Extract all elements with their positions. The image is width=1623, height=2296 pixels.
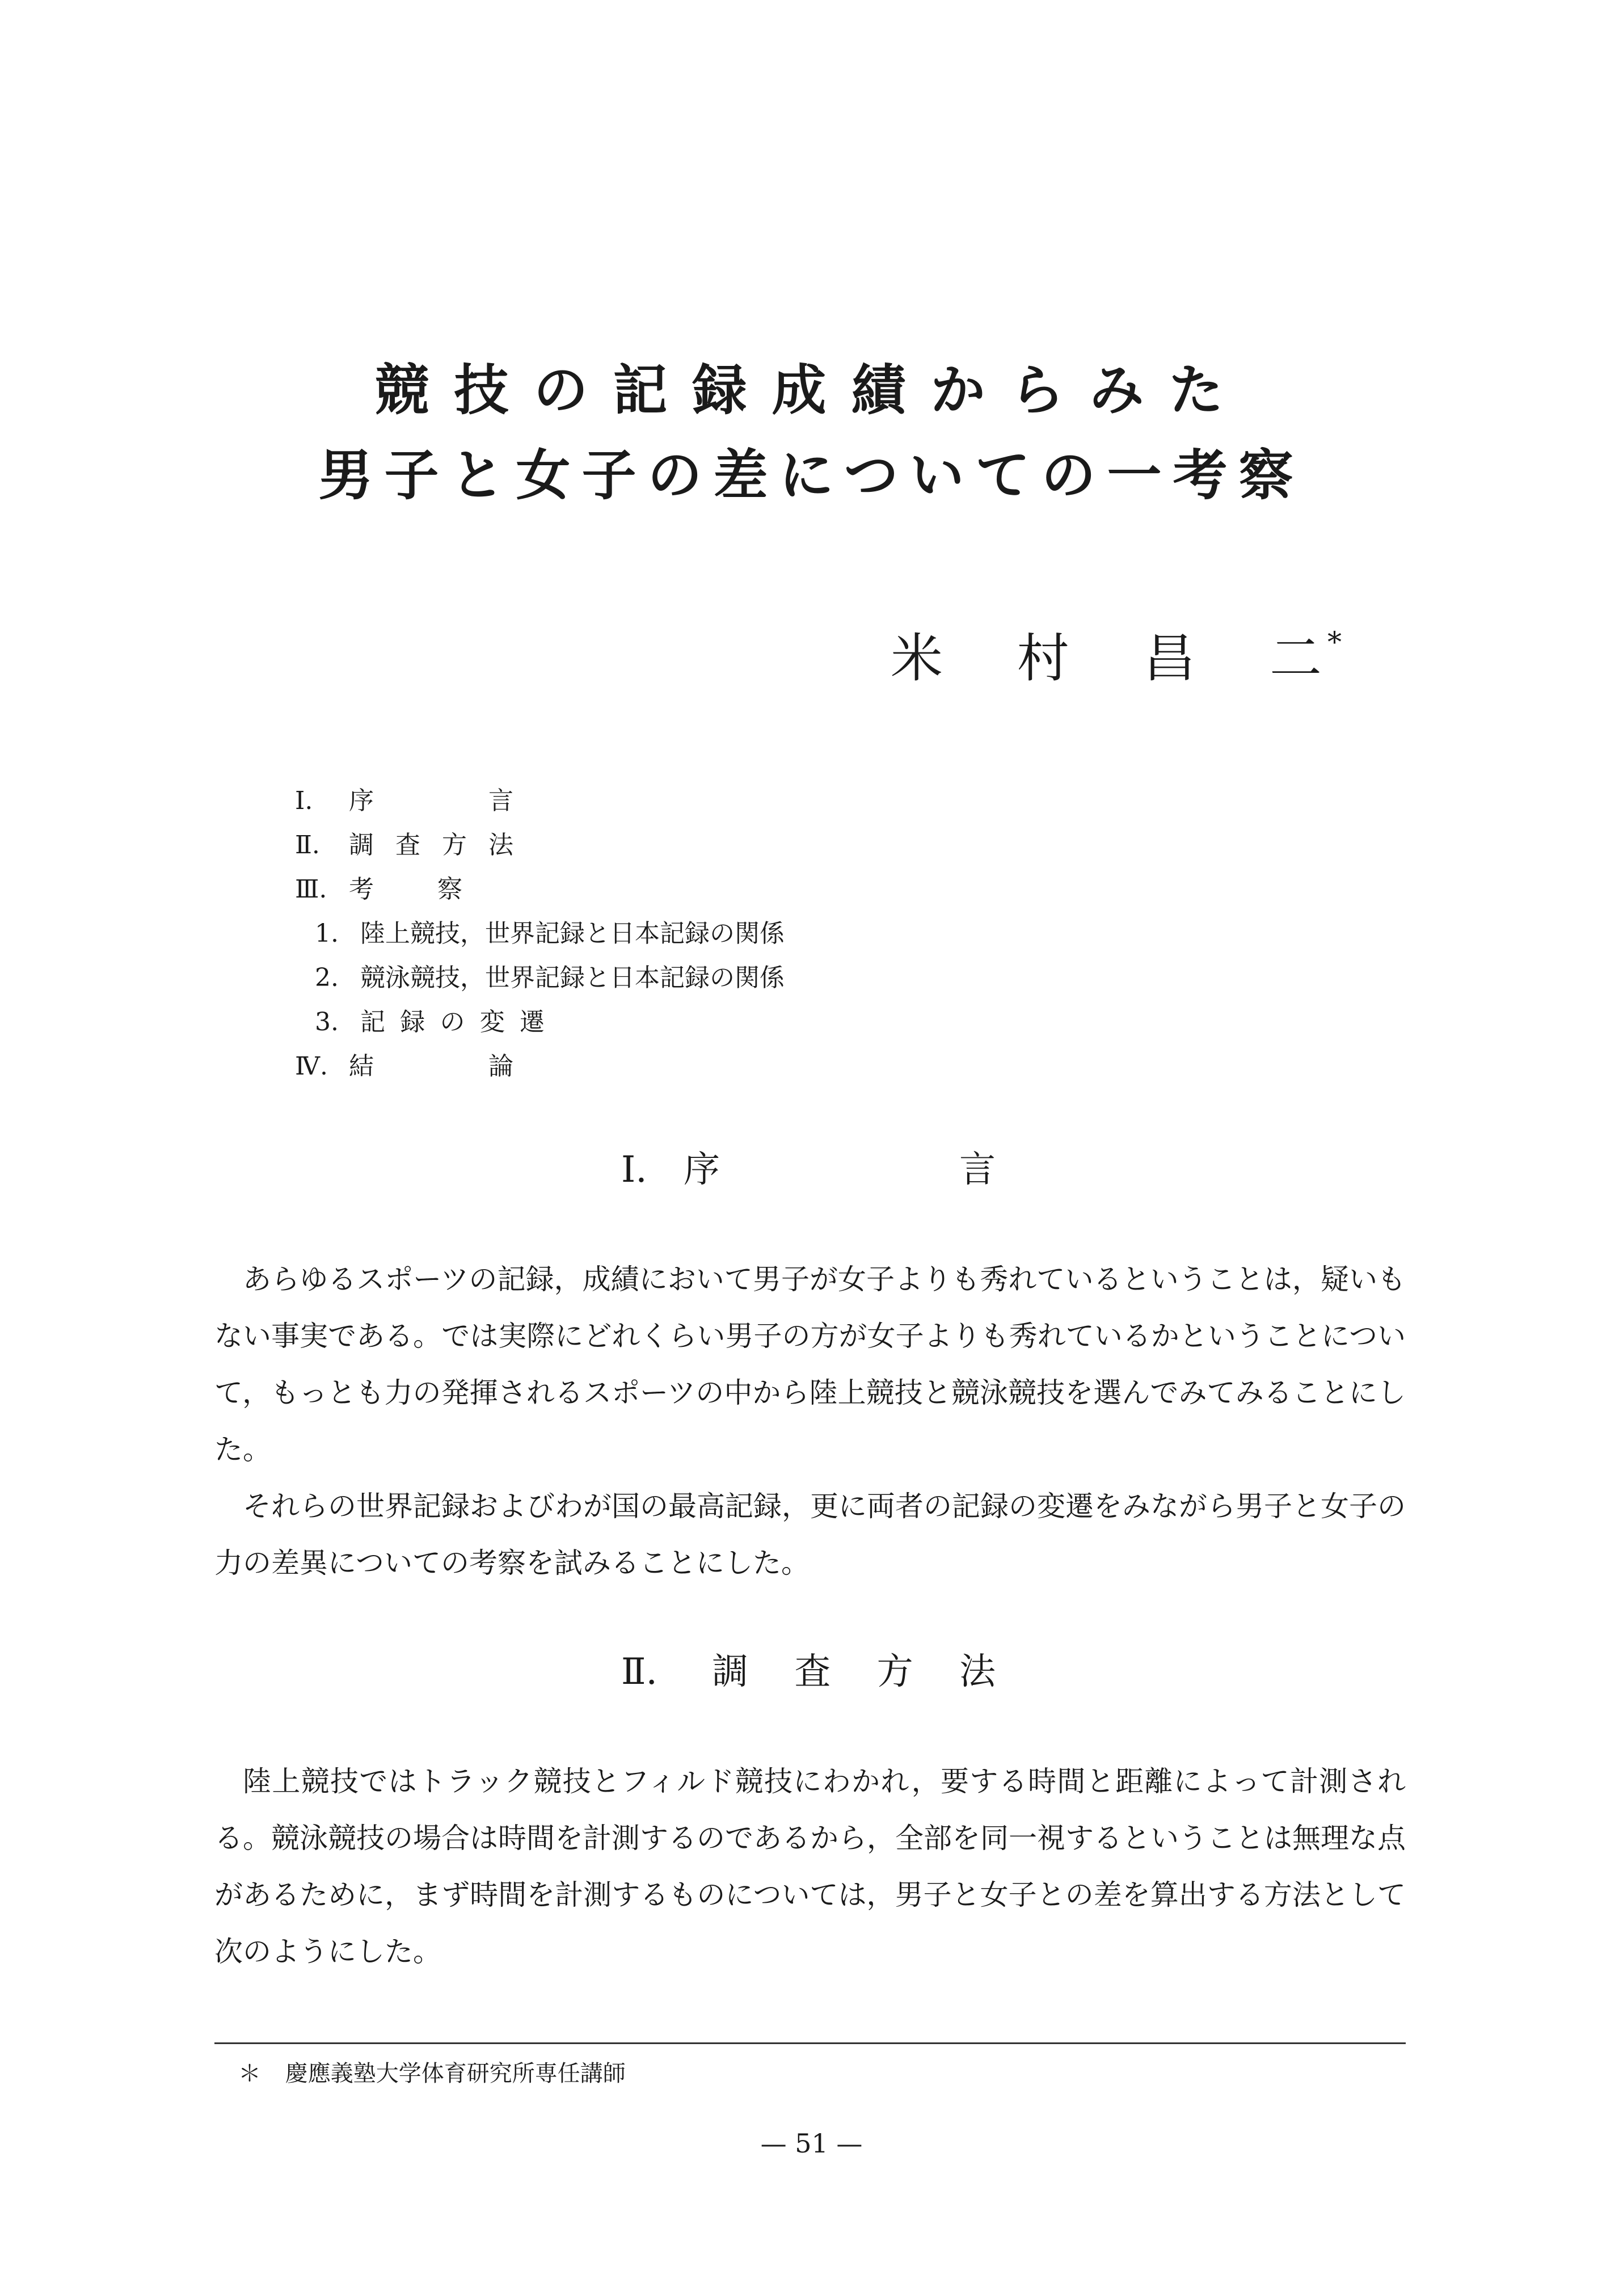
toc-item bbox=[295, 877, 462, 902]
toc-subitem bbox=[315, 963, 785, 992]
section-title: 序 言 bbox=[684, 1149, 996, 1191]
toc-item-label: 調 査 方 法 bbox=[349, 831, 513, 860]
toc-item-number: Ⅲ. bbox=[295, 875, 327, 904]
author-name bbox=[891, 628, 1322, 689]
toc-item-number: 1. bbox=[315, 919, 339, 948]
footnote-divider bbox=[214, 2042, 1406, 2044]
toc-item-label: 考 察 bbox=[349, 875, 462, 904]
footnote-text: 慶應義塾大学体育研究所専任講師 bbox=[285, 2061, 626, 2087]
toc-item bbox=[295, 833, 513, 858]
title-line-1: 競技の記録成績からみた bbox=[374, 358, 1249, 422]
toc-item-label: 記 録 の 変 遷 bbox=[360, 1008, 545, 1037]
toc-item-label: 序 言 bbox=[349, 786, 513, 815]
toc-item-label: 結 論 bbox=[349, 1052, 513, 1081]
paragraph: それらの世界記録およびわが国の最高記録，更に両者の記録の変遷をみながら男子と女子の力の差異についての考察を試みることにした。 bbox=[214, 1490, 1406, 1579]
toc-item-number: Ⅱ. bbox=[295, 831, 320, 860]
section-number: Ⅱ. bbox=[621, 1651, 657, 1693]
section-heading-method bbox=[621, 1651, 996, 1693]
toc-item-label: 陸上競技，世界記録と日本記録の関係 bbox=[360, 919, 785, 948]
paragraph: 陸上競技ではトラック競技とフィルド競技にわかれ，要する時間と距離によって計測される。競泳競技の場合は時間を計測するのであるから，全部を同一視するということは無理な点があるために，まず時間を計測するものについては，男子と女子との差を算出する方法として次のようにした。 bbox=[214, 1765, 1406, 1968]
paragraph: あらゆるスポーツの記録，成績において男子が女子よりも秀れているということは，疑いもない事実である。では実際にどれくらい男子の方が女子よりも秀れているかということについて，もっとも力の発揮されるスポーツの中から陸上競技と競泳競技を選んでみてみることにした。 bbox=[214, 1263, 1406, 1466]
author-name-char: 昌 bbox=[1143, 628, 1196, 689]
section-heading-intro bbox=[621, 1149, 996, 1191]
toc-item bbox=[295, 1054, 513, 1079]
author-footnote-mark: * bbox=[1327, 626, 1342, 659]
page-number: — 51 — bbox=[760, 2128, 863, 2159]
toc-subitem bbox=[315, 1010, 545, 1035]
footnote bbox=[238, 2062, 626, 2085]
toc-item-number: 2. bbox=[315, 963, 339, 992]
author-name-char: 米 bbox=[891, 628, 943, 689]
title-line-2: 男子と女子の差についての一考察 bbox=[318, 443, 1305, 507]
toc-item-number: Ⅰ. bbox=[295, 786, 313, 815]
toc-item bbox=[295, 786, 513, 815]
toc-item-number: Ⅳ. bbox=[295, 1052, 328, 1081]
section-title: 調 査 方 法 bbox=[712, 1651, 996, 1693]
toc-item-number: 3. bbox=[315, 1008, 339, 1037]
toc-subitem bbox=[315, 921, 785, 946]
author bbox=[891, 626, 1356, 695]
author-name-char: 村 bbox=[1017, 628, 1069, 689]
toc-item-label: 競泳競技，世界記録と日本記録の関係 bbox=[360, 963, 785, 992]
footnote-mark: ＊ bbox=[238, 2061, 261, 2087]
author-name-char: 二 bbox=[1269, 628, 1322, 689]
section-number: Ⅰ. bbox=[621, 1149, 647, 1191]
